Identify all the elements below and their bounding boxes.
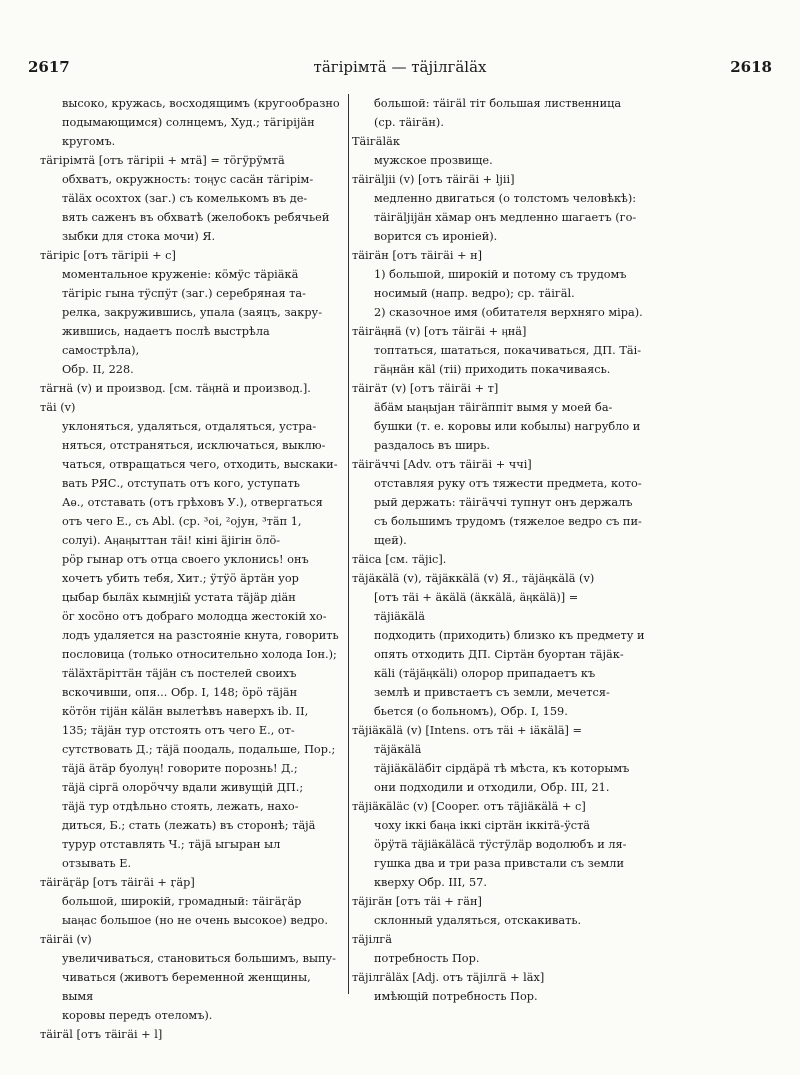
entry-headword: тäгнä (v) и производ. [см. тäӊнä и производ.]. bbox=[40, 382, 311, 395]
entry-definition-line: большой, широкій, громадный: тäігäӷäр bbox=[62, 895, 302, 908]
entry-definition-line: топтаться, шататься, покачиваться, ДП. Тäі- bbox=[374, 344, 642, 357]
entry-definition-line: тäігäljiјäн хäмар онъ медленно шагаетъ (го- bbox=[374, 211, 637, 224]
entry-definition-line: 1) большой, широкій и потому съ трудомъ bbox=[374, 268, 627, 281]
dictionary-entry bbox=[352, 588, 764, 607]
page-number-left: 2617 bbox=[28, 58, 70, 76]
entry-headword: [отъ тäі + äкälä (äккälä, äӊкälä)] = bbox=[374, 591, 579, 604]
entry-definition-line: кругомъ. bbox=[62, 135, 116, 148]
entry-definition-line: раздалось въ ширь. bbox=[374, 439, 491, 452]
entry-definition-line: кӧтӧн тіјäн кäläн вылетѣвъ наверхъ іb. II, bbox=[62, 705, 309, 718]
entry-definition-line: тäјіäкäläбіт сірдäрä тѣ мѣста, къ которымъ bbox=[374, 762, 630, 775]
entry-definition-line: съ большимъ трудомъ (тяжелое ведро съ пи- bbox=[374, 515, 642, 528]
entry-definition-line: вскочивши, опя... Обр. I, 148; ӧрӧ тäјäн bbox=[62, 686, 298, 699]
entry-definition-line: тäјä сіргä олорӧччу вдали живущій ДП.; bbox=[62, 781, 304, 794]
dictionary-entry bbox=[352, 569, 764, 588]
dictionary-entry bbox=[352, 721, 764, 740]
dictionary-entry bbox=[40, 151, 345, 246]
entry-headword: тäігäӊнä (v) [отъ тäігäі + ӊнä] bbox=[352, 325, 527, 338]
entry-definition-line: носимый (напр. ведро); ср. тäігäl. bbox=[374, 287, 575, 300]
entry-definition-line: рӧр гынар отъ отца своего уклонись! онъ bbox=[62, 553, 309, 566]
dictionary-entry bbox=[352, 607, 764, 721]
entry-definition-line: кälі (тäјäӊкälі) олорор припадаетъ къ bbox=[374, 667, 596, 680]
entry-headword: тäјäкälä bbox=[374, 743, 422, 756]
entry-definition-line: бьется (о больномъ), Обр. I, 159. bbox=[374, 705, 568, 718]
dictionary-entry bbox=[40, 930, 345, 1025]
left-column bbox=[40, 94, 345, 1044]
dictionary-entry bbox=[40, 873, 345, 930]
dictionary-entry bbox=[352, 797, 764, 892]
dictionary-entry bbox=[352, 246, 764, 322]
entry-definition-line: тäläх осохтох (заг.) съ комелькомъ въ де- bbox=[62, 192, 308, 205]
entry-definition-line: солуі). Аӊаӊыттан тäі! кіні äјігін ӧлӧ- bbox=[62, 534, 281, 547]
entry-definition-line: цыбар былäх кымнjiӹ устата тäјäр діäн bbox=[62, 591, 296, 604]
entry-definition-line: щей). bbox=[374, 534, 407, 547]
entry-headword: тäјäкälä (v), тäјäккälä (v) Я., тäјäӊкälä (v) bbox=[352, 572, 595, 585]
entry-definition-line: ворится съ ироніей). bbox=[374, 230, 498, 243]
entry-definition-line: хочетъ убить тебя, Хит.; ӱтӱӧ äртäн уор bbox=[62, 572, 299, 585]
entry-headword: тäігäт (v) [отъ тäігäі + т] bbox=[352, 382, 499, 395]
dictionary-entry bbox=[40, 1025, 345, 1044]
entry-definition-line: турур отставлять Ч.; тäјä ыгыран ыл bbox=[62, 838, 281, 851]
entry-headword: тäігäӷäр [отъ тäігäі + ӷäр] bbox=[40, 876, 195, 889]
entry-definition-line: подходить (приходить) близко къ предмету и bbox=[374, 629, 645, 642]
dictionary-entry bbox=[352, 132, 764, 170]
entry-definition-line: äбäм ыаӊыјан тäігäппіт вымя у моей ба- bbox=[374, 401, 613, 414]
dictionary-entry bbox=[352, 455, 764, 550]
entry-definition-line: (ср. тäігäн). bbox=[374, 116, 444, 129]
entry-definition-line: уклоняться, удаляться, отдаляться, устра- bbox=[62, 420, 317, 433]
entry-definition-line: тäгіріс гына тӱспӱт (заг.) серебряная та- bbox=[62, 287, 306, 300]
entry-definition-line: чиваться (животъ беременной женщины, вымя bbox=[62, 971, 311, 1003]
entry-definition-line: отзывать Е. bbox=[62, 857, 132, 870]
entry-definition-line: коровы передъ отеломъ). bbox=[62, 1009, 213, 1022]
dictionary-entry bbox=[352, 322, 764, 379]
entry-definition-line: бушки (т. е. коровы или кобылы) нагрубло и bbox=[374, 420, 641, 433]
entry-definition-line: опять отходить ДП. Сіртäн буортан тäјäк- bbox=[374, 648, 624, 661]
entry-headword: тäігäі (v) bbox=[40, 933, 92, 946]
running-head: тäгірімтä — тäјілгäläх bbox=[313, 58, 487, 76]
entry-definition-line: обхватъ, окружность: тоӊус сасäн тäгірім- bbox=[62, 173, 314, 186]
entry-definition-line: мужское прозвище. bbox=[374, 154, 493, 167]
page-header bbox=[28, 58, 772, 80]
entry-definition-line: тäläхтäріттäн тäјäн съ постелей своихъ bbox=[62, 667, 297, 680]
entry-definition-line: рый держать: тäігäччі тупнут онъ держалъ bbox=[374, 496, 633, 509]
entry-definition-line: вать РЯС., отступать отъ кого, уступать bbox=[62, 477, 300, 490]
dictionary-entry bbox=[352, 550, 764, 569]
entry-definition-line: сутствовать Д.; тäјä поодаль, подальше, Пор.; bbox=[62, 743, 336, 756]
entry-definition-line: потребность Пор. bbox=[374, 952, 480, 965]
entry-definition-line: землѣ и привстаетъ съ земли, мечется- bbox=[374, 686, 610, 699]
entry-definition-line: отъ чего Е., съ Abl. (ср. ³оі, ²ојун, ³тäп 1, bbox=[62, 515, 302, 528]
entry-headword: тäіса [см. тäјіс]. bbox=[352, 553, 447, 566]
dictionary-entry bbox=[352, 94, 764, 132]
entry-definition-line: лодъ удаляется на разстояніе кнута, говорить bbox=[62, 629, 339, 642]
dictionary-entry bbox=[352, 892, 764, 930]
entry-headword: тäјіäкälä bbox=[374, 610, 425, 623]
column-divider bbox=[348, 94, 349, 994]
entry-definition-line: пословица (только относительно холода Іон.); bbox=[62, 648, 337, 661]
dictionary-entry bbox=[352, 170, 764, 246]
dictionary-entry bbox=[352, 740, 764, 797]
entry-headword: тäјілгäläх [Adj. отъ тäјілгä + läх] bbox=[352, 971, 545, 984]
entry-headword: тäігäн [отъ тäігäі + н] bbox=[352, 249, 483, 262]
entry-headword: тäігäччі [Adv. отъ тäігäі + ччі] bbox=[352, 458, 532, 471]
entry-headword: Тäігäläк bbox=[352, 135, 400, 148]
entry-definition-line: ыаӊас большое (но не очень высокое) ведро. bbox=[62, 914, 328, 927]
entry-definition-line: диться, Б.; стать (лежать) въ сторонѣ; тäјä bbox=[62, 819, 316, 832]
dictionary-entry bbox=[40, 379, 345, 398]
page-number-right: 2618 bbox=[730, 58, 772, 76]
dictionary-entry bbox=[352, 379, 764, 455]
entry-definition-line: моментальное круженіе: кӧмӱс тäрiäкä bbox=[62, 268, 299, 281]
dictionary-entry bbox=[40, 246, 345, 379]
entry-definition-line: высоко, кружась, восходящимъ (кругообразно bbox=[62, 97, 340, 110]
entry-definition-line: отставляя руку отъ тяжести предмета, кото- bbox=[374, 477, 642, 490]
entry-headword: тäјіäкälä (v) [Intens. отъ тäі + іäкälä] = bbox=[352, 724, 583, 737]
entry-definition-line: жившись, надаетъ послѣ выстрѣла самострѣла), bbox=[62, 325, 270, 357]
entry-definition-line: Обр. II, 228. bbox=[62, 363, 134, 376]
entry-definition-line: 2) сказочное имя (обитателя верхняго міра). bbox=[374, 306, 643, 319]
entry-headword: тäгірімтä [отъ тäгірii + мтä] = тӧгӱрӱмтä bbox=[40, 154, 285, 167]
entry-headword: тäігäljii (v) [отъ тäігäі + ljii] bbox=[352, 173, 515, 186]
entry-definition-line: чаться, отвращаться чего, отходить, выскаки- bbox=[62, 458, 338, 471]
entry-definition-line: чоху іккі баӊа іккі сіртäн іккітä-ӱстä bbox=[374, 819, 591, 832]
entry-definition-line: гäӊнäн кäl (тіі) приходить покачиваясь. bbox=[374, 363, 611, 376]
entry-definition-line: медленно двигаться (о толстомъ человѣкѣ): bbox=[374, 192, 637, 205]
entry-definition-line: вять саженъ въ обхватѣ (желобокъ ребячьей bbox=[62, 211, 330, 224]
entry-definition-line: ӧг хосӧно отъ добраго молодца жестокій хо- bbox=[62, 610, 327, 623]
entry-definition-line: тäјä äтäр буолуӊ! говорите порознь! Д.; bbox=[62, 762, 298, 775]
entry-definition-line: Аѳ., отставать (отъ грѣховъ У.), отвергаться bbox=[62, 496, 323, 509]
entry-definition-line: они подходили и отходили, Обр. III, 21. bbox=[374, 781, 610, 794]
entry-headword: тäі (v) bbox=[40, 401, 76, 414]
dictionary-entry bbox=[40, 94, 345, 151]
entry-definition-line: зыбки для стока мочи) Я. bbox=[62, 230, 216, 243]
entry-headword: тäгіріс [отъ тäгірii + с] bbox=[40, 249, 176, 262]
entry-definition-line: няться, отстраняться, исключаться, выклю- bbox=[62, 439, 326, 452]
entry-definition-line: ӧрӱтä тäјіäкäläсä тӱстӱлäр водолюбъ и ля- bbox=[374, 838, 627, 851]
dictionary-entry bbox=[40, 398, 345, 873]
entry-definition-line: большой: тäігäl тіт большая лиственница bbox=[374, 97, 622, 110]
entry-headword: тäјілгä bbox=[352, 933, 392, 946]
entry-headword: тäјіäкäläс (v) [Cooper. отъ тäјіäкälä + с] bbox=[352, 800, 586, 813]
entry-definition-line: гушка два и три раза привстали съ земли bbox=[374, 857, 624, 870]
dictionary-entry bbox=[352, 968, 764, 1006]
entry-definition-line: склонный удаляться, отскакивать. bbox=[374, 914, 582, 927]
right-column bbox=[352, 94, 764, 1006]
dictionary-entry bbox=[352, 930, 764, 968]
entry-definition-line: 135; тäјäн тур отстоять отъ чего Е., от- bbox=[62, 724, 295, 737]
entry-definition-line: увеличиваться, становиться большимъ, выпу- bbox=[62, 952, 336, 965]
entry-definition-line: кверху Обр. III, 57. bbox=[374, 876, 487, 889]
entry-headword: тäігäl [отъ тäігäі + l] bbox=[40, 1028, 163, 1041]
entry-headword: тäјігäн [отъ тäі + гäн] bbox=[352, 895, 482, 908]
entry-definition-line: тäјä тур отдѣльно стоять, лежать, нахо- bbox=[62, 800, 299, 813]
entry-definition-line: имѣющій потребность Пор. bbox=[374, 990, 538, 1003]
entry-definition-line: релка, закружившись, упала (заяцъ, закру- bbox=[62, 306, 323, 319]
entry-definition-line: подымающимся) солнцемъ, Худ.; тäгірiјäн bbox=[62, 116, 315, 129]
